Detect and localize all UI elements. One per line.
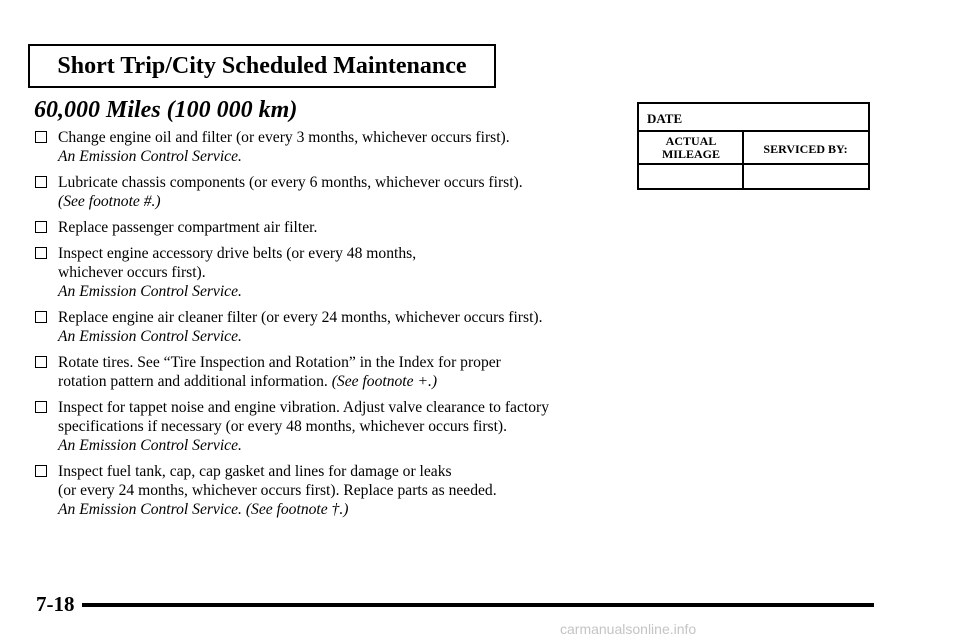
mileage-label-line1: ACTUAL <box>665 134 717 148</box>
checkbox-icon[interactable] <box>35 311 47 323</box>
table-divider <box>742 132 744 188</box>
table-divider <box>639 163 868 165</box>
checklist-item <box>34 308 634 346</box>
item-note: An Emission Control Service. <box>58 148 242 165</box>
page-number: 7-18 <box>36 592 75 616</box>
item-note: An Emission Control Service. <box>58 283 242 300</box>
checkbox-icon[interactable] <box>35 176 47 188</box>
checklist-item <box>34 173 634 211</box>
item-text: Inspect engine accessory drive belts (or every 48 months, <box>58 245 417 262</box>
item-text: Replace passenger compartment air filter. <box>58 219 318 236</box>
item-text: Inspect for tappet noise and engine vibration. Adjust valve clearance to factory <box>58 399 550 416</box>
checklist-item <box>34 128 634 166</box>
item-text: specifications if necessary (or every 48 months, whichever occurs first). <box>58 418 508 435</box>
checklist-item <box>34 244 634 301</box>
item-text-with-footnote <box>58 372 634 391</box>
item-text: Rotate tires. See “Tire Inspection and Rotation” in the Index for proper <box>58 354 501 371</box>
page-header-title: Short Trip/City Scheduled Maintenance <box>28 44 496 88</box>
checklist-item <box>34 398 634 455</box>
item-note: (See footnote +.) <box>331 373 438 390</box>
checkbox-icon[interactable] <box>35 465 47 477</box>
service-record-table <box>637 102 870 190</box>
checkbox-icon[interactable] <box>35 401 47 413</box>
item-note: An Emission Control Service. (See footnote †.) <box>58 501 349 518</box>
actual-mileage-header <box>639 132 743 164</box>
item-text: rotation pattern and additional information. <box>58 373 328 390</box>
checklist-item <box>34 218 634 237</box>
checkbox-icon[interactable] <box>35 221 47 233</box>
checkbox-icon[interactable] <box>35 247 47 259</box>
item-text: Inspect fuel tank, cap, cap gasket and lines for damage or leaks <box>58 463 452 480</box>
item-text: whichever occurs first). <box>58 264 206 281</box>
item-text: Lubricate chassis components (or every 6 months, whichever occurs first). <box>58 174 523 191</box>
item-note: An Emission Control Service. <box>58 328 242 345</box>
footer-rule <box>82 603 874 607</box>
checkbox-icon[interactable] <box>35 356 47 368</box>
item-note: An Emission Control Service. <box>58 437 242 454</box>
date-field[interactable]: DATE <box>639 104 868 132</box>
maintenance-checklist <box>34 128 634 526</box>
checklist-item <box>34 353 634 391</box>
section-title: 60,000 Miles (100 000 km) <box>34 97 298 123</box>
checkbox-icon[interactable] <box>35 131 47 143</box>
item-text: Change engine oil and filter (or every 3 months, whichever occurs first). <box>58 129 510 146</box>
item-text: Replace engine air cleaner filter (or every 24 months, whichever occurs first). <box>58 309 543 326</box>
checklist-item <box>34 462 634 519</box>
mileage-label-line2: MILEAGE <box>661 147 720 161</box>
serviced-by-header: SERVICED BY: <box>763 142 848 156</box>
item-text: (or every 24 months, whichever occurs first). Replace parts as needed. <box>58 482 497 499</box>
watermark: carmanualsonline.info <box>560 621 697 637</box>
item-note: (See footnote #.) <box>58 193 161 210</box>
